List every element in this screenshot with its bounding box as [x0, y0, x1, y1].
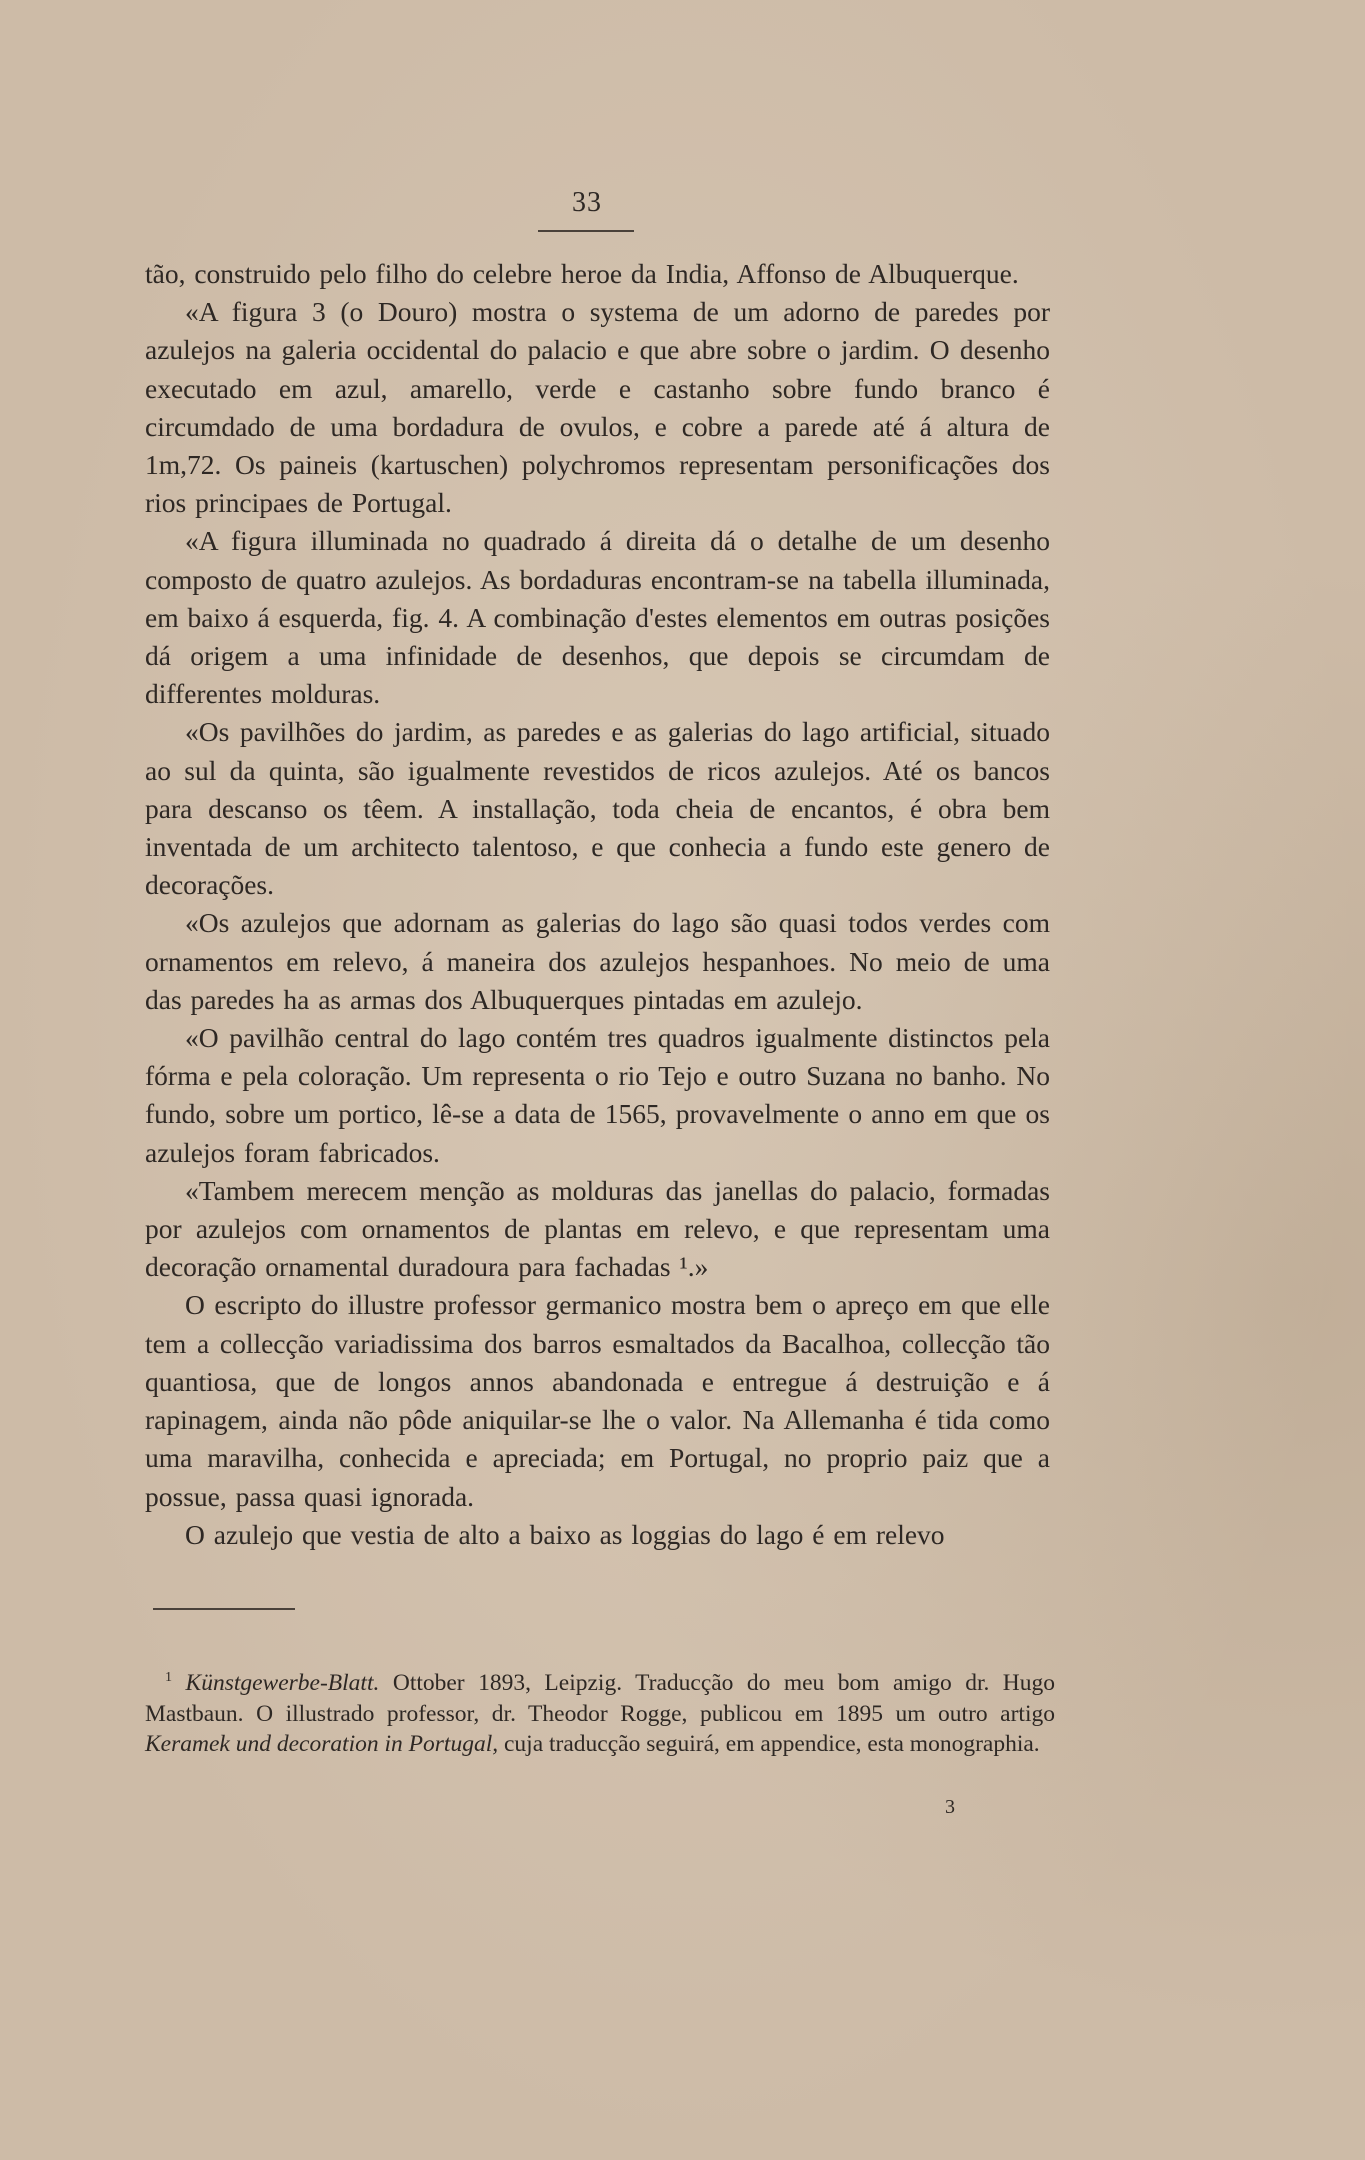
footnote-rule: [153, 1608, 295, 1610]
paragraph-2: «A figura 3 (o Douro) mostra o systema de um adorno de paredes por azulejos na galeria occidental do palacio e que abre sobre o jardim. O desenho executado em azul, amarello, verde e castanho sobre fundo branco é circumdado de uma bordadura de ovulos, e cobre a parede até á altura de 1m,72. Os paineis (kartuschen) polychromos representam personificações dos rios principaes de Portugal.: [145, 296, 1050, 519]
footnote-text-a: Ottober 1893, Leipzig. Traducção do meu bom amigo dr. Hugo Mastbaun. O illustrado professor, dr. Theodor Rogge, publicou em 1895 um outro artigo: [145, 1670, 1056, 1727]
paragraph-1: tão, construido pelo filho do celebre heroe da India, Affonso de Albuquerque.: [145, 258, 1019, 289]
footnote-journal: Künstgewerbe-Blatt.: [185, 1670, 380, 1696]
paragraph-3: «A figura illuminada no quadrado á direita dá o detalhe de um desenho composto de quatro azulejos. As bordaduras encontram-se na tabella illuminada, em baixo á esquerda, fig. 4. A combinação d'estes elementos em outras posições dá origem a uma infinidade de desenhos, que depois se circumdam de differentes molduras.: [145, 525, 1050, 710]
paragraph-5: «Os azulejos que adornam as galerias do lago são quasi todos verdes com ornamentos em relevo, á maneira dos azulejos hespanhoes. No meio de uma das paredes ha as armas dos Albuquerques pintadas em azulejo.: [145, 907, 1050, 1015]
header-rule: [538, 230, 634, 232]
footnote-marker: 1: [165, 1669, 173, 1686]
paragraph-8: O escripto do illustre professor germanico mostra bem o apreço em que elle tem a collecção variadissima dos barros esmaltados da Bacalhoa, collecção tão quantiosa, que de longos annos abandonada e entregue á destruição e á rapinagem, ainda não pôde aniquilar-se lhe o valor. Na Allemanha é tida como uma maravilha, conhecida e apreciada; em Portugal, no proprio paiz que a possue, passa quasi ignorada.: [145, 1289, 1050, 1512]
footnote-text-b: cuja traducção seguirá, em appendice, esta monographia.: [503, 1731, 1040, 1757]
paragraph-4: «Os pavilhões do jardim, as paredes e as galerias do lago artificial, situado ao sul da quinta, são igualmente revestidos de ricos azulejos. Até os bancos para descanso os têem. A installação, toda cheia de encantos, é obra bem inventada de um architecto talentoso, e que conhecia a fundo este genero de decorações.: [145, 716, 1050, 901]
footnote-article: Keramek und decoration in Portugal,: [145, 1731, 499, 1757]
paragraph-7: «Tambem merecem menção as molduras das janellas do palacio, formadas por azulejos com ornamentos de plantas em relevo, e que representam uma decoração ornamental duradoura para fachadas ¹.»: [145, 1174, 1050, 1283]
footnote: [145, 1668, 1055, 1760]
body-text: [145, 255, 1050, 1554]
paragraph-9: O azulejo que vestia de alto a baixo as loggias do lago é em relevo: [185, 1518, 945, 1550]
signature-mark: 3: [945, 1796, 955, 1818]
footnote-text: [145, 1668, 1055, 1760]
paragraph-6: «O pavilhão central do lago contém tres quadros igualmente distinctos pela fórma e pela coloração. Um representa o rio Tejo e outro Suzana no banho. No fundo, sobre um portico, lê-se a data de 1565, provavelmente o anno em que os azulejos foram fabricados.: [145, 1022, 1050, 1168]
page-number: 33: [572, 187, 602, 218]
